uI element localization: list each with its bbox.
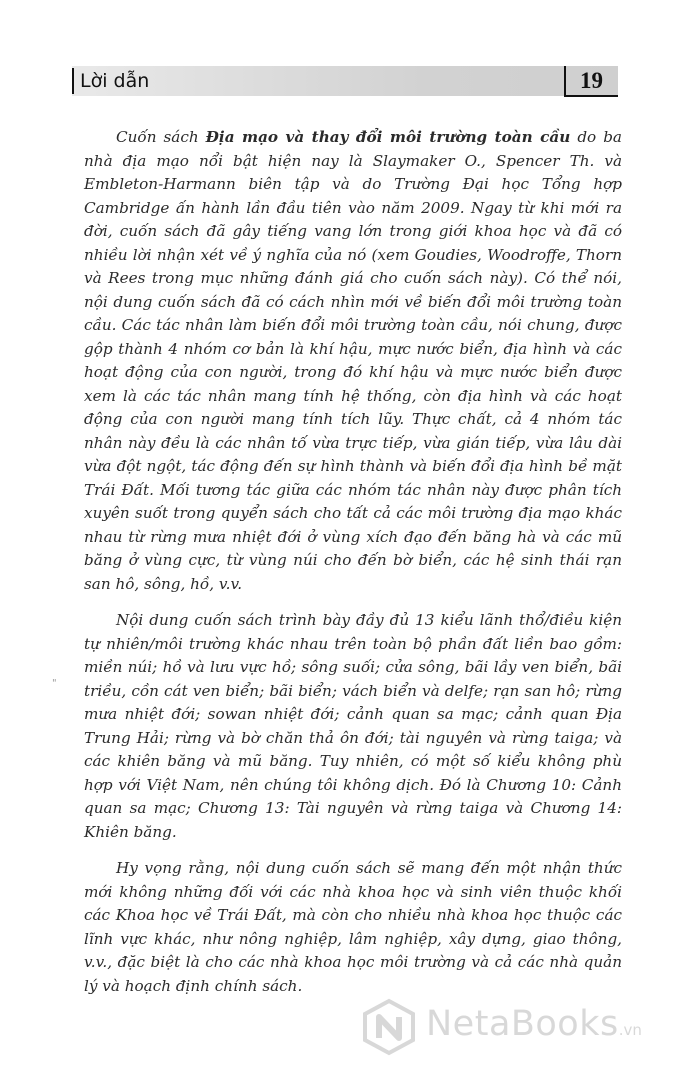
paragraph-2: Nội dung cuốn sách trình bày đầy đủ 13 kiểu lãnh thổ/điều kiện tự nhiên/môi trường khác nhau trên toàn bộ phần đất liền bao gồm: miền núi; hồ và lưu vực hồ; sông suối; cửa sông, bãi lầy ven biển, bãi triều, cồn cát ven biển; bãi biển; vách biển và delfe; rạn san hô; rừng mưa nhiệt đới; sowan nhiệt đới; cảnh quan sa mạc; cảnh quan Địa Trung Hải; rừng và bờ chăn thả ôn đới; tài nguyên và rừng taiga; và các khiên băng và mũ băng. Tuy nhiên, có một số kiểu không phù hợp với Việt Nam, nên chúng tôi không dịch. Đó là Chương 10: Cảnh quan sa mạc; Chương 13: Tài nguyên và rừng taiga và Chương 14: Khiên băng. [84, 611, 622, 841]
paragraph-1-prefix: Cuốn sách [116, 128, 206, 146]
watermark-brand: NetaBooks [426, 1004, 619, 1044]
paragraph-3: Hy vọng rằng, nội dung cuốn sách sẽ mang đến một nhận thức mới không những đối với các nhà khoa học và sinh viên thuộc khối các Khoa học về Trái Đất, mà còn cho nhiều nhà khoa học thuộc các lĩnh vực khác, như nông nghiệp, lâm nghiệp, xây dựng, giao thông, v.v., đặc biệt là cho các nhà khoa học môi trường và cả các nhà quản lý và hoạch định chính sách. [84, 859, 622, 995]
book-title: Địa mạo và thay đổi môi trường toàn cầu [205, 128, 571, 146]
page-number-rule-vertical [564, 66, 566, 97]
header-left-rule [72, 68, 74, 94]
body-text [84, 126, 622, 1011]
paragraph-1-rest: do ba nhà địa mạo nổi bật hiện nay là Slaymaker O., Spencer Th. và Embleton-Harmann biên tập và do Trường Đại học Tổng hợp Cambridge ấn hành lần đầu tiên vào năm 2009. Ngay từ khi mới ra đời, cuốn sách đã gây tiếng vang lớn trong giới khoa học và đã có nhiều lời nhận xét về ý nghĩa của nó (xem Goudies, Woodroffe, Thorn và Rees trong mục những đánh giá cho cuốn sách này). Có thể nói, nội dung cuốn sách đã có cách nhìn mới về biến đổi môi trường toàn cầu. Các tác nhân làm biến đổi môi trường toàn cầu, nói chung, được gộp thành 4 nhóm cơ bản là khí hậu, mực nước biển, địa hình và các hoạt động của con người, trong đó khí hậu và mực nước biển được xem là các tác nhân mang tính hệ thống, còn địa hình và các hoạt động của con người mang tính tích lũy. Thực chất, cả 4 nhóm tác nhân này đều là các nhân tố vừa trực tiếp, vừa gián tiếp, vừa lâu dài vừa đột ngột, tác động đến sự hình thành và biến đổi địa hình bề mặt Trái Đất. Mối tương tác giữa các nhóm tác nhân này được phân tích xuyên suốt trong quyển sách cho tất cả các môi trường địa mạo khác nhau từ rừng mưa nhiệt đới ở vùng xích đạo đến băng hà và các mũ băng ở vùng cực, từ vùng núi cho đến bờ biển, các hệ sinh thái rạn san hô, sông, hồ, v.v. [84, 128, 622, 593]
netabooks-watermark [360, 998, 680, 1056]
margin-mark: " [52, 678, 57, 689]
netabooks-logo-icon [360, 998, 418, 1056]
running-header-title: Lời dẫn [80, 70, 150, 92]
page-number-rule-horizontal [564, 95, 618, 97]
page-number: 19 [580, 68, 603, 93]
running-header-band [72, 66, 618, 96]
watermark-suffix: .vn [618, 1021, 642, 1039]
watermark-text [426, 1004, 642, 1044]
paragraph-1 [84, 126, 622, 596]
